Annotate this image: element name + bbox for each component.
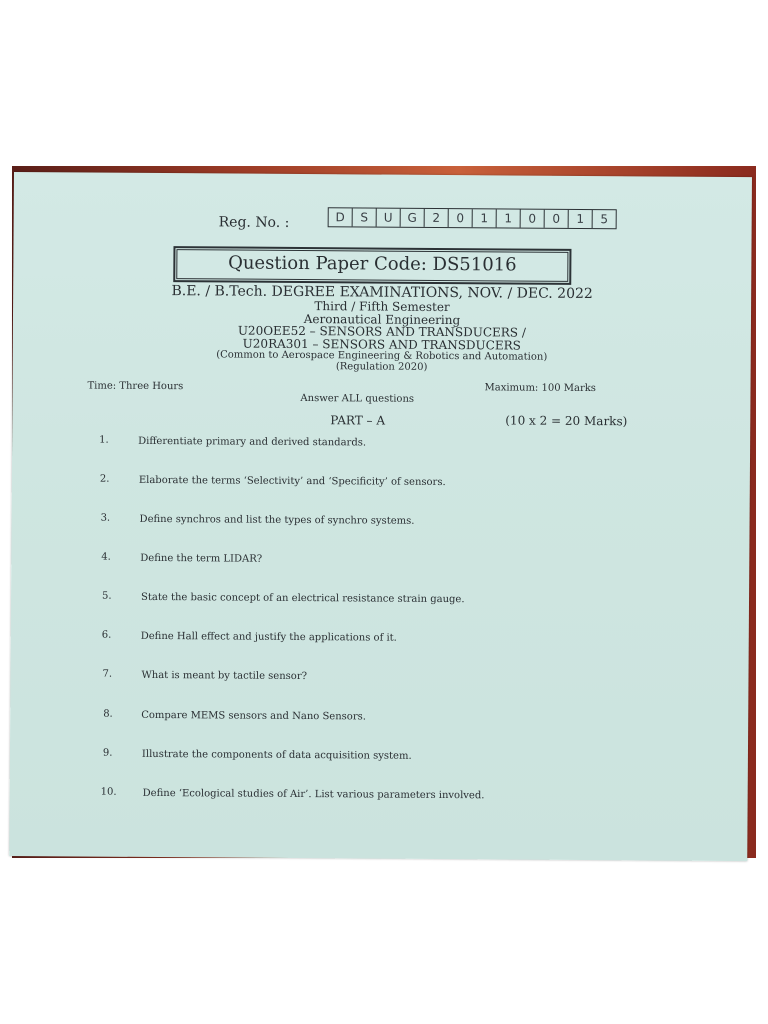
question-number: 10. bbox=[100, 786, 117, 798]
paper-code: Question Paper Code: DS51016 bbox=[176, 249, 568, 282]
reg-digit: 0 bbox=[521, 210, 545, 228]
question-number: 3. bbox=[100, 512, 111, 524]
reg-no-label: Reg. No. : bbox=[218, 214, 290, 231]
reg-digit: D bbox=[329, 208, 353, 226]
question-number: 8. bbox=[103, 708, 113, 720]
reg-digit: 0 bbox=[545, 210, 569, 228]
reg-digit: 1 bbox=[473, 209, 497, 227]
question-text: State the basic concept of an electrical resistance strain gauge. bbox=[140, 591, 465, 606]
exam-paper bbox=[9, 172, 752, 861]
reg-digit: 0 bbox=[449, 209, 473, 227]
reg-digit: G bbox=[401, 209, 425, 227]
question-text: Define Hall effect and justify the applications of it. bbox=[140, 630, 397, 644]
reg-digit: 2 bbox=[425, 209, 449, 227]
question-text: What is meant by tactile sensor? bbox=[141, 669, 308, 683]
question-text: Define synchros and list the types of synchro systems. bbox=[139, 513, 415, 527]
instruction: Answer ALL questions bbox=[300, 393, 415, 405]
question-text: Illustrate the components of data acquisition system. bbox=[141, 748, 412, 762]
question-number: 1. bbox=[99, 434, 109, 446]
reg-no-boxes bbox=[328, 207, 617, 229]
regulation: (Regulation 2020) bbox=[335, 361, 428, 373]
time-allowed: Time: Three Hours bbox=[87, 380, 184, 393]
reg-digit: 1 bbox=[569, 210, 593, 228]
question-number: 2. bbox=[99, 473, 110, 485]
question-number: 6. bbox=[101, 629, 112, 641]
paper-code-box bbox=[173, 246, 571, 285]
question-number: 7. bbox=[102, 668, 113, 680]
question-text: Define the term LIDAR? bbox=[140, 552, 263, 565]
reg-digit: 5 bbox=[600, 212, 609, 227]
part-marks: (10 x 2 = 20 Marks) bbox=[505, 413, 628, 429]
question-number: 4. bbox=[101, 551, 111, 563]
question-text: Differentiate primary and derived standards. bbox=[138, 435, 367, 449]
question-text: Compare MEMS sensors and Nano Sensors. bbox=[141, 709, 366, 723]
exam-title: B.E. / B.Tech. DEGREE EXAMINATIONS, NOV. / DEC. 2022 bbox=[171, 283, 593, 303]
reg-digit: 1 bbox=[497, 209, 521, 227]
reg-digit: S bbox=[353, 208, 377, 226]
question-number: 5. bbox=[102, 590, 112, 602]
question-text: Define ‘Ecological studies of Air’. List various parameters involved. bbox=[142, 787, 485, 802]
semester: Third / Fifth Semester bbox=[314, 299, 450, 315]
common-note: (Common to Aerospace Engineering & Robotics and Automation) bbox=[216, 349, 548, 363]
course-line-1: U20OEE52 – SENSORS AND TRANSDUCERS / bbox=[237, 323, 526, 340]
department: Aeronautical Engineering bbox=[303, 312, 461, 328]
question-number: 9. bbox=[102, 747, 113, 759]
maximum-marks: Maximum: 100 Marks bbox=[484, 382, 596, 395]
reg-digit: U bbox=[377, 209, 401, 227]
part-heading: PART – A bbox=[330, 413, 386, 428]
question-text: Elaborate the terms ‘Selectivity’ and ‘Specificity’ of sensors. bbox=[138, 474, 446, 489]
course-line-2: U20RA301 – SENSORS AND TRANSDUCERS bbox=[242, 336, 521, 353]
